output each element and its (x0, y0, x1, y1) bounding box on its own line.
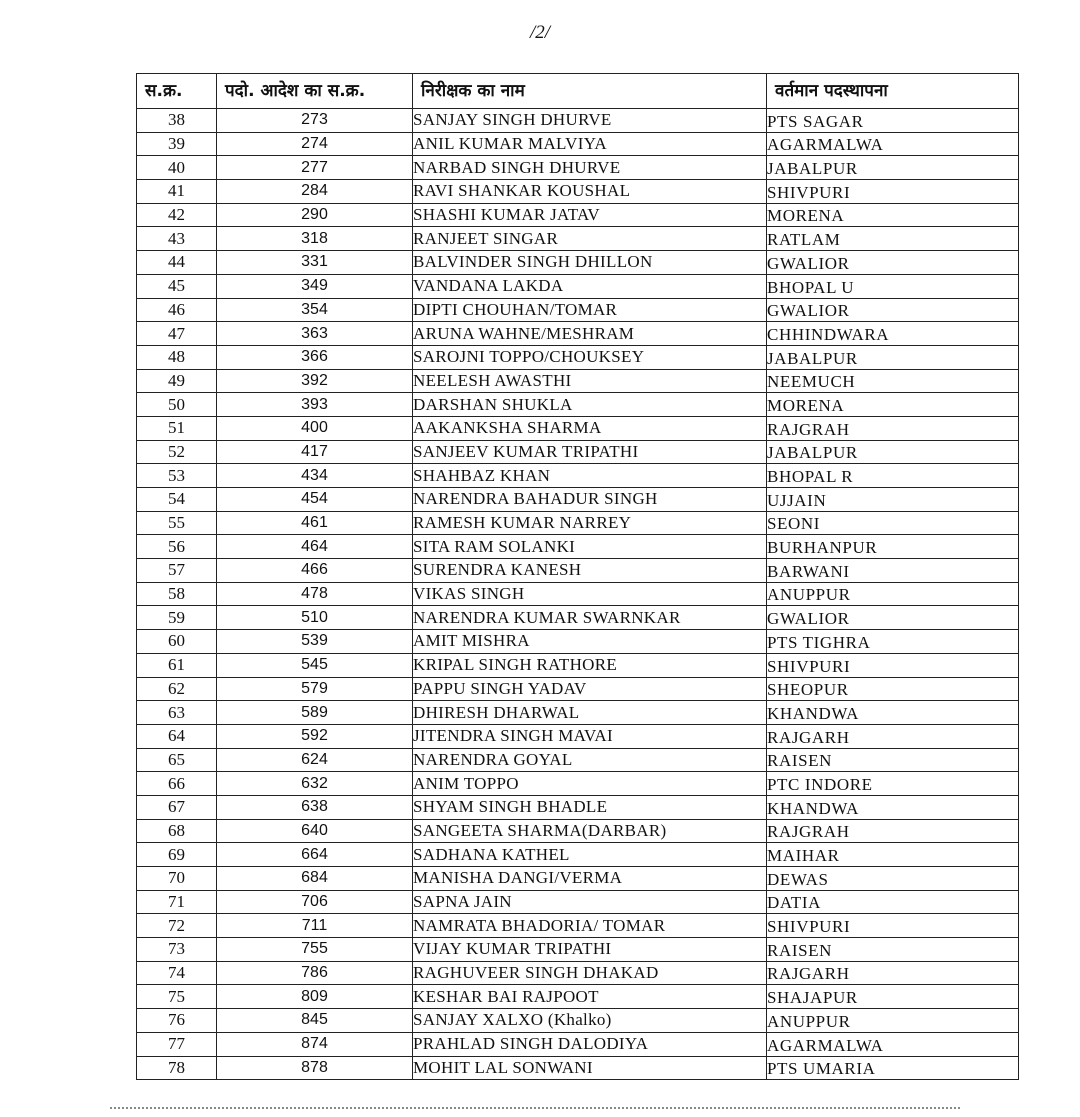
inspector-name-cell: ANIM TOPPO (413, 772, 767, 796)
table-row (137, 298, 1019, 322)
inspector-name-cell: PRAHLAD SINGH DALODIYA (413, 1032, 767, 1056)
table-row (137, 843, 1019, 867)
table-header-row (137, 74, 1019, 109)
table-row (137, 938, 1019, 962)
serial-number-cell: 42 (137, 203, 217, 227)
order-number-cell: 400 (217, 416, 413, 440)
inspector-name-cell: RAVI SHANKAR KOUSHAL (413, 180, 767, 204)
serial-number-cell: 55 (137, 511, 217, 535)
table-row (137, 274, 1019, 298)
inspector-name-cell: BALVINDER SINGH DHILLON (413, 251, 767, 275)
table-row (137, 914, 1019, 938)
order-number-cell: 478 (217, 582, 413, 606)
posting-cell: GWALIOR (767, 606, 1019, 630)
inspector-name-cell: SHYAM SINGH BHADLE (413, 795, 767, 819)
posting-cell: AGARMALWA (767, 1032, 1019, 1056)
table-row (137, 630, 1019, 654)
serial-number-cell: 51 (137, 416, 217, 440)
serial-number-cell: 77 (137, 1032, 217, 1056)
table-row (137, 559, 1019, 583)
header-serial-number: स.क्र. (137, 74, 217, 109)
posting-cell: DATIA (767, 890, 1019, 914)
order-number-cell: 786 (217, 961, 413, 985)
posting-cell: SHEOPUR (767, 677, 1019, 701)
posting-cell: JABALPUR (767, 440, 1019, 464)
order-number-cell: 632 (217, 772, 413, 796)
table-row (137, 748, 1019, 772)
order-number-cell: 539 (217, 630, 413, 654)
posting-cell: GWALIOR (767, 251, 1019, 275)
serial-number-cell: 38 (137, 109, 217, 133)
inspector-name-cell: SANJAY XALXO (Khalko) (413, 1009, 767, 1033)
order-number-cell: 284 (217, 180, 413, 204)
serial-number-cell: 48 (137, 345, 217, 369)
posting-cell: ANUPPUR (767, 1009, 1019, 1033)
posting-cell: JABALPUR (767, 156, 1019, 180)
table-row (137, 772, 1019, 796)
order-number-cell: 706 (217, 890, 413, 914)
order-number-cell: 640 (217, 819, 413, 843)
posting-cell: KHANDWA (767, 701, 1019, 725)
posting-cell: RATLAM (767, 227, 1019, 251)
order-number-cell: 592 (217, 724, 413, 748)
table-row (137, 795, 1019, 819)
order-number-cell: 638 (217, 795, 413, 819)
inspector-name-cell: MOHIT LAL SONWANI (413, 1056, 767, 1080)
serial-number-cell: 56 (137, 535, 217, 559)
serial-number-cell: 75 (137, 985, 217, 1009)
serial-number-cell: 78 (137, 1056, 217, 1080)
serial-number-cell: 65 (137, 748, 217, 772)
order-number-cell: 434 (217, 464, 413, 488)
posting-cell: KHANDWA (767, 795, 1019, 819)
posting-cell: SEONI (767, 511, 1019, 535)
table-row (137, 156, 1019, 180)
table-row (137, 582, 1019, 606)
posting-cell: MORENA (767, 203, 1019, 227)
table-row (137, 488, 1019, 512)
inspector-name-cell: NARBAD SINGH DHURVE (413, 156, 767, 180)
inspector-name-cell: SANJAY SINGH DHURVE (413, 109, 767, 133)
inspector-name-cell: SANGEETA SHARMA(DARBAR) (413, 819, 767, 843)
page-number: /2/ (529, 22, 551, 43)
table-row (137, 369, 1019, 393)
order-number-cell: 579 (217, 677, 413, 701)
posting-cell: RAJGRAH (767, 819, 1019, 843)
posting-cell: DEWAS (767, 867, 1019, 891)
posting-cell: PTS SAGAR (767, 109, 1019, 133)
table-row (137, 961, 1019, 985)
inspector-name-cell: SANJEEV KUMAR TRIPATHI (413, 440, 767, 464)
table-row (137, 819, 1019, 843)
serial-number-cell: 44 (137, 251, 217, 275)
header-current-posting: वर्तमान पदस्थापना (767, 74, 1019, 109)
inspector-name-cell: RAGHUVEER SINGH DHAKAD (413, 961, 767, 985)
inspector-name-cell: PAPPU SINGH YADAV (413, 677, 767, 701)
serial-number-cell: 72 (137, 914, 217, 938)
posting-cell: GWALIOR (767, 298, 1019, 322)
serial-number-cell: 64 (137, 724, 217, 748)
table-row (137, 890, 1019, 914)
inspector-name-cell: AAKANKSHA SHARMA (413, 416, 767, 440)
posting-cell: SHIVPURI (767, 914, 1019, 938)
posting-cell: PTS UMARIA (767, 1056, 1019, 1080)
table-row (137, 227, 1019, 251)
order-number-cell: 545 (217, 653, 413, 677)
inspector-name-cell: MANISHA DANGI/VERMA (413, 867, 767, 891)
posting-cell: RAJGARH (767, 724, 1019, 748)
table-row (137, 653, 1019, 677)
serial-number-cell: 76 (137, 1009, 217, 1033)
serial-number-cell: 53 (137, 464, 217, 488)
serial-number-cell: 60 (137, 630, 217, 654)
inspector-name-cell: KRIPAL SINGH RATHORE (413, 653, 767, 677)
serial-number-cell: 49 (137, 369, 217, 393)
serial-number-cell: 69 (137, 843, 217, 867)
table-row (137, 1032, 1019, 1056)
inspector-name-cell: SAPNA JAIN (413, 890, 767, 914)
table-row (137, 416, 1019, 440)
serial-number-cell: 39 (137, 132, 217, 156)
posting-cell: SHAJAPUR (767, 985, 1019, 1009)
order-number-cell: 464 (217, 535, 413, 559)
inspector-name-cell: ANIL KUMAR MALVIYA (413, 132, 767, 156)
inspector-name-cell: SURENDRA KANESH (413, 559, 767, 583)
serial-number-cell: 50 (137, 393, 217, 417)
serial-number-cell: 43 (137, 227, 217, 251)
order-number-cell: 277 (217, 156, 413, 180)
serial-number-cell: 46 (137, 298, 217, 322)
serial-number-cell: 45 (137, 274, 217, 298)
inspector-name-cell: ARUNA WAHNE/MESHRAM (413, 322, 767, 346)
inspector-name-cell: JITENDRA SINGH MAVAI (413, 724, 767, 748)
order-number-cell: 589 (217, 701, 413, 725)
serial-number-cell: 47 (137, 322, 217, 346)
order-number-cell: 318 (217, 227, 413, 251)
inspector-name-cell: DHIRESH DHARWAL (413, 701, 767, 725)
posting-cell: PTC INDORE (767, 772, 1019, 796)
table-row (137, 251, 1019, 275)
inspector-name-cell: NARENDRA GOYAL (413, 748, 767, 772)
serial-number-cell: 54 (137, 488, 217, 512)
inspector-name-cell: DIPTI CHOUHAN/TOMAR (413, 298, 767, 322)
order-number-cell: 845 (217, 1009, 413, 1033)
table-row (137, 867, 1019, 891)
page-footer-divider (110, 1107, 960, 1113)
serial-number-cell: 59 (137, 606, 217, 630)
table-row (137, 393, 1019, 417)
inspector-name-cell: SAROJNI TOPPO/CHOUKSEY (413, 345, 767, 369)
posting-cell: SHIVPURI (767, 653, 1019, 677)
order-number-cell: 393 (217, 393, 413, 417)
order-number-cell: 454 (217, 488, 413, 512)
inspector-name-cell: SHASHI KUMAR JATAV (413, 203, 767, 227)
order-number-cell: 354 (217, 298, 413, 322)
order-number-cell: 466 (217, 559, 413, 583)
order-number-cell: 878 (217, 1056, 413, 1080)
posting-cell: JABALPUR (767, 345, 1019, 369)
table-row (137, 511, 1019, 535)
table-row (137, 440, 1019, 464)
header-inspector-name: निरीक्षक का नाम (413, 74, 767, 109)
serial-number-cell: 71 (137, 890, 217, 914)
serial-number-cell: 62 (137, 677, 217, 701)
inspector-name-cell: VIKAS SINGH (413, 582, 767, 606)
table-row (137, 132, 1019, 156)
table-row (137, 724, 1019, 748)
serial-number-cell: 70 (137, 867, 217, 891)
serial-number-cell: 52 (137, 440, 217, 464)
posting-cell: BARWANI (767, 559, 1019, 583)
serial-number-cell: 74 (137, 961, 217, 985)
table-row (137, 606, 1019, 630)
posting-cell: RAJGRAH (767, 416, 1019, 440)
inspector-name-cell: RAMESH KUMAR NARREY (413, 511, 767, 535)
posting-cell: NEEMUCH (767, 369, 1019, 393)
inspector-name-cell: NARENDRA KUMAR SWARNKAR (413, 606, 767, 630)
inspector-name-cell: AMIT MISHRA (413, 630, 767, 654)
table-row (137, 109, 1019, 133)
table-row (137, 180, 1019, 204)
posting-cell: BURHANPUR (767, 535, 1019, 559)
table-row (137, 464, 1019, 488)
inspector-name-cell: VANDANA LAKDA (413, 274, 767, 298)
posting-cell: UJJAIN (767, 488, 1019, 512)
order-number-cell: 290 (217, 203, 413, 227)
posting-cell: RAISEN (767, 938, 1019, 962)
inspector-posting-table (136, 73, 1019, 1080)
inspector-name-cell: SHAHBAZ KHAN (413, 464, 767, 488)
inspector-name-cell: VIJAY KUMAR TRIPATHI (413, 938, 767, 962)
inspector-name-cell: SITA RAM SOLANKI (413, 535, 767, 559)
order-number-cell: 874 (217, 1032, 413, 1056)
order-number-cell: 755 (217, 938, 413, 962)
inspector-name-cell: RANJEET SINGAR (413, 227, 767, 251)
serial-number-cell: 58 (137, 582, 217, 606)
order-number-cell: 417 (217, 440, 413, 464)
posting-cell: SHIVPURI (767, 180, 1019, 204)
serial-number-cell: 57 (137, 559, 217, 583)
table-row (137, 345, 1019, 369)
posting-cell: PTS TIGHRA (767, 630, 1019, 654)
order-number-cell: 363 (217, 322, 413, 346)
order-number-cell: 274 (217, 132, 413, 156)
table-row (137, 203, 1019, 227)
table-row (137, 535, 1019, 559)
posting-cell: AGARMALWA (767, 132, 1019, 156)
inspector-name-cell: DARSHAN SHUKLA (413, 393, 767, 417)
order-number-cell: 711 (217, 914, 413, 938)
order-number-cell: 510 (217, 606, 413, 630)
table-row (137, 322, 1019, 346)
posting-cell: BHOPAL R (767, 464, 1019, 488)
posting-cell: RAJGARH (767, 961, 1019, 985)
table-row (137, 677, 1019, 701)
inspector-name-cell: KESHAR BAI RAJPOOT (413, 985, 767, 1009)
inspector-name-cell: NEELESH AWASTHI (413, 369, 767, 393)
order-number-cell: 331 (217, 251, 413, 275)
inspector-name-cell: NARENDRA BAHADUR SINGH (413, 488, 767, 512)
serial-number-cell: 68 (137, 819, 217, 843)
table-row (137, 985, 1019, 1009)
posting-cell: MAIHAR (767, 843, 1019, 867)
order-number-cell: 349 (217, 274, 413, 298)
serial-number-cell: 41 (137, 180, 217, 204)
inspector-name-cell: SADHANA KATHEL (413, 843, 767, 867)
posting-cell: BHOPAL U (767, 274, 1019, 298)
order-number-cell: 273 (217, 109, 413, 133)
posting-cell: MORENA (767, 393, 1019, 417)
serial-number-cell: 61 (137, 653, 217, 677)
header-promotion-order-number: पदो. आदेश का स.क्र. (217, 74, 413, 109)
table-body (137, 109, 1019, 1080)
order-number-cell: 684 (217, 867, 413, 891)
table-row (137, 1056, 1019, 1080)
posting-cell: RAISEN (767, 748, 1019, 772)
serial-number-cell: 66 (137, 772, 217, 796)
order-number-cell: 664 (217, 843, 413, 867)
order-number-cell: 366 (217, 345, 413, 369)
posting-cell: CHHINDWARA (767, 322, 1019, 346)
serial-number-cell: 73 (137, 938, 217, 962)
order-number-cell: 461 (217, 511, 413, 535)
serial-number-cell: 40 (137, 156, 217, 180)
serial-number-cell: 67 (137, 795, 217, 819)
inspector-name-cell: NAMRATA BHADORIA/ TOMAR (413, 914, 767, 938)
posting-cell: ANUPPUR (767, 582, 1019, 606)
table-row (137, 701, 1019, 725)
order-number-cell: 809 (217, 985, 413, 1009)
order-number-cell: 624 (217, 748, 413, 772)
serial-number-cell: 63 (137, 701, 217, 725)
table-row (137, 1009, 1019, 1033)
order-number-cell: 392 (217, 369, 413, 393)
